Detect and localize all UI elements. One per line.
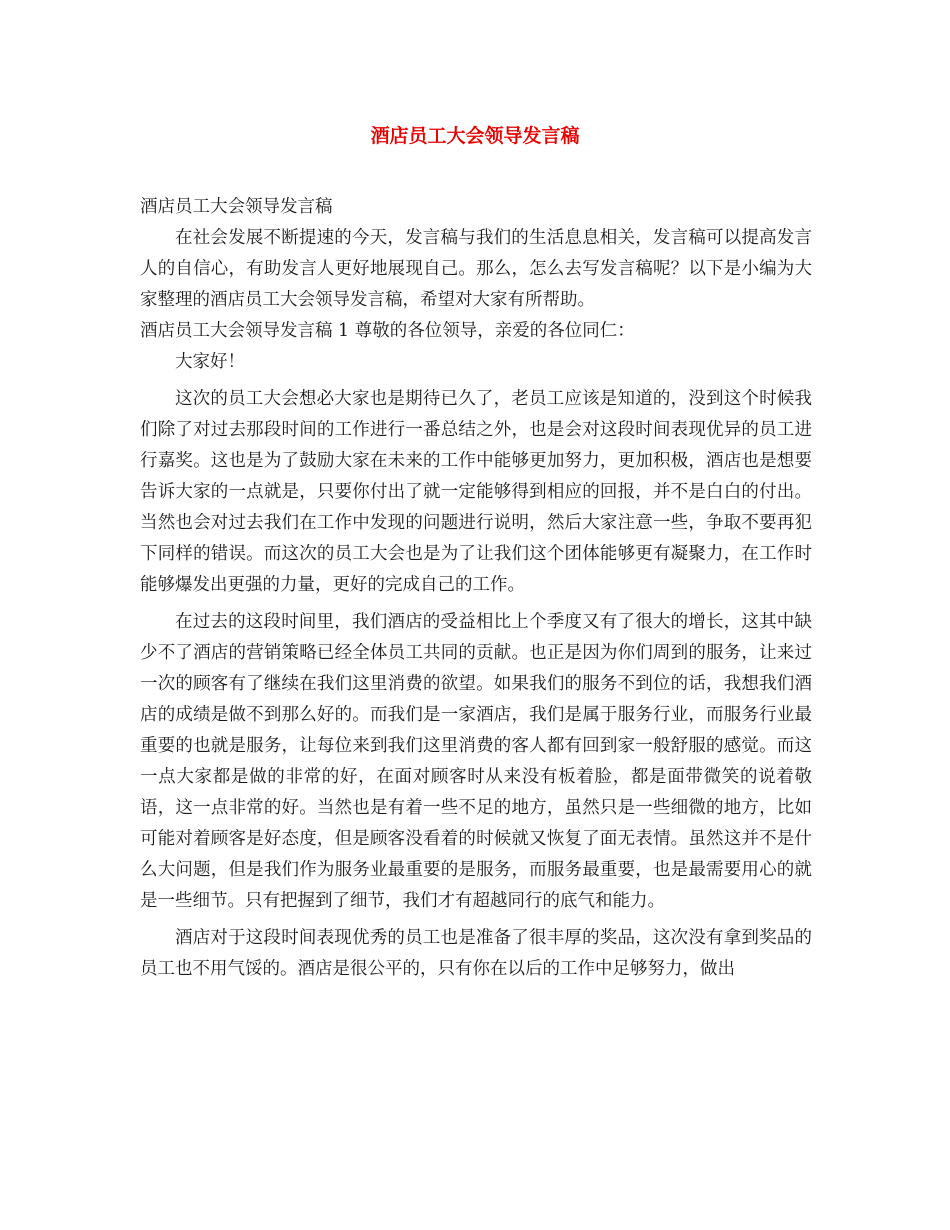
paragraph: 酒店员工大会领导发言稿: [140, 197, 333, 217]
paragraph: 在过去的这段时间里，我们酒店的受益相比上个季度又有了很大的增长，这其中缺少不了酒店的营销策略已经全体员工共同的贡献。也正是因为你们周到的服务，让来过一次的顾客有了继续在我们这里消费的欲望。如果我们的服务不到位的话，我想我们酒店的成绩是做不到那么好的。而我们是一家酒店，我们是属于服务行业，而服务行业最重要的也就是服务，让每位来到我们这里消费的客人都有回到家一般舒服的感觉。而这一点大家都是做的非常的好，在面对顾客时从来没有板着脸，都是面带微笑的说着敬语，这一点非常的好。当然也是有着一些不足的地方，虽然只是一些细微的地方，比如可能对着顾客是好态度，但是顾客没看着的时候就又恢复了面无表情。虽然这并不是什么大问题，但是我们作为服务业最重要的是服务，而服务最重要，也是最需要用心的就是一些细节。只有把握到了细节，我们才有超越同行的底气和能力。: [140, 612, 812, 911]
document-body: [140, 192, 812, 985]
document-title: 酒店员工大会领导发言稿: [370, 125, 580, 147]
paragraph: 在社会发展不断提速的今天，发言稿与我们的生活息息相关，发言稿可以提高发言人的自信心，有助发言人更好地展现自己。那么，怎么去写发言稿呢？以下是小编为大家整理的酒店员工大会领导发言稿，希望对大家有所帮助。: [140, 228, 812, 310]
paragraph: 大家好！: [175, 352, 245, 372]
paragraph: 酒店对于这段时间表现优秀的员工也是准备了很丰厚的奖品，这次没有拿到奖品的员工也不用气馁的。酒店是很公平的，只有你在以后的工作中足够努力，做出: [140, 928, 812, 979]
paragraph: 酒店员工大会领导发言稿 1 尊敬的各位领导，亲爱的各位同仁：: [140, 321, 635, 341]
paragraph: 这次的员工大会想必大家也是期待已久了，老员工应该是知道的，没到这个时候我们除了对过去那段时间的工作进行一番总结之外，也是会对这段时间表现优异的员工进行嘉奖。这也是为了鼓励大家在未来的工作中能够更加努力，更加积极，酒店也是想要告诉大家的一点就是，只要你付出了就一定能够得到相应的回报，并不是白白的付出。当然也会对过去我们在工作中发现的问题进行说明，然后大家注意一些，争取不要再犯下同样的错误。而这次的员工大会也是为了让我们这个团体能够更有凝聚力，在工作时能够爆发出更强的力量，更好的完成自己的工作。: [140, 389, 812, 595]
